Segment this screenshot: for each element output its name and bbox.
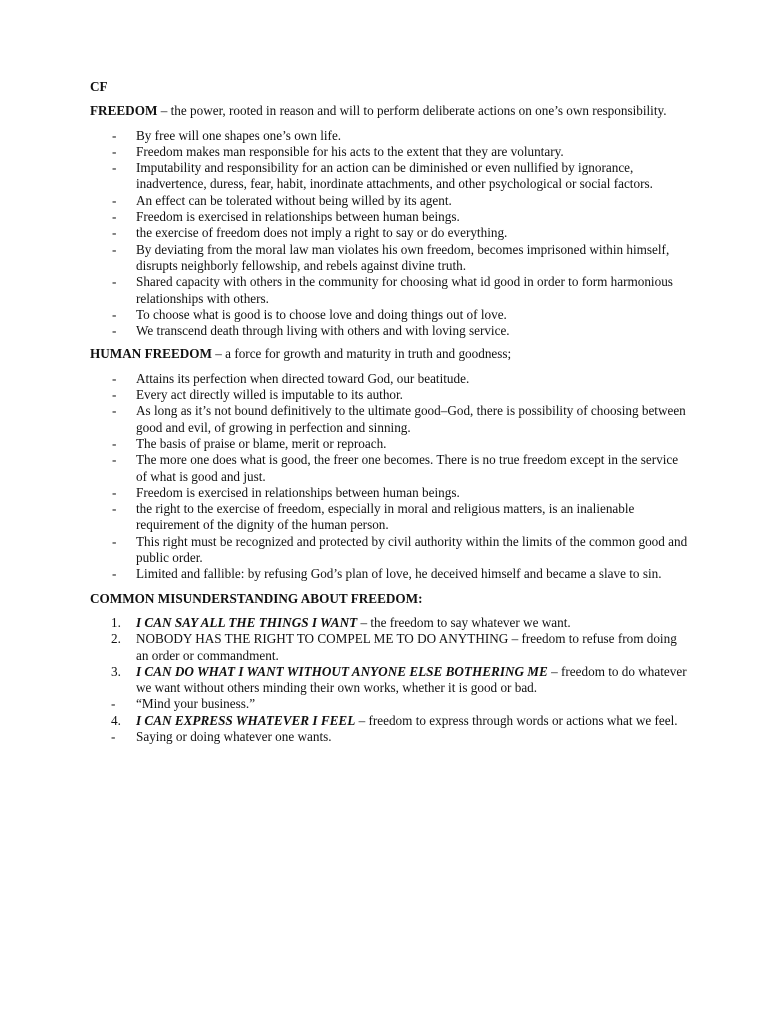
document-body: [90, 79, 690, 745]
list-item: [90, 371, 690, 387]
misunderstanding-item: [90, 713, 690, 729]
list-item-text: By deviating from the moral law man violates his own freedom, becomes imprisoned within himself, disrupts neighborly fellowship, and rebels against divine truth.: [136, 241, 670, 273]
dash-bullet: -: [112, 501, 117, 517]
dash-bullet: -: [112, 323, 117, 339]
dash-bullet: -: [112, 484, 117, 500]
list-item: [90, 485, 690, 501]
list-item-text: As long as it’s not bound definitively to the ultimate good–God, there is possibility of choosing between good and evil, of growing in perfection and sinning.: [136, 403, 686, 435]
dash-bullet: -: [112, 274, 117, 290]
list-item: [90, 452, 690, 485]
list-marker: 1.: [111, 614, 121, 630]
misunderstanding-item: [90, 615, 690, 631]
list-item-text: Every act directly willed is imputable to its author.: [136, 387, 403, 403]
freedom-definition: [90, 103, 690, 119]
misunderstanding-phrase: I CAN DO WHAT I WANT WITHOUT ANYONE ELSE BOTHERING ME: [136, 663, 548, 679]
misunderstanding-list: [90, 615, 690, 745]
human-freedom-term: HUMAN FREEDOM: [90, 346, 212, 362]
dash-bullet: -: [112, 306, 117, 322]
list-item-text: the right to the exercise of freedom, especially in moral and religious matters, is an inalienable requirement of the dignity of the human person.: [136, 501, 635, 533]
human-freedom-definition-text: – a force for growth and maturity in truth and goodness;: [211, 346, 512, 362]
list-item: [90, 566, 690, 582]
list-item: [90, 128, 690, 144]
misunderstanding-explanation: – freedom to do whatever we want without others minding their own works, whether it is good or bad.: [136, 663, 687, 696]
dash-bullet: -: [112, 241, 117, 257]
list-item-text: Freedom makes man responsible for his acts to the extent that they are voluntary.: [136, 143, 564, 159]
list-item: [90, 193, 690, 209]
list-item: [90, 307, 690, 323]
misunderstanding-phrase: I CAN SAY ALL THE THINGS I WANT: [136, 614, 358, 630]
misunderstanding-explanation: – freedom to express through words or actions what we feel.: [355, 712, 678, 728]
list-item: [90, 534, 690, 567]
human-freedom-definition: [90, 346, 690, 362]
dash-bullet: -: [112, 192, 117, 208]
misunderstanding-explanation: – freedom to refuse from doing an order or commandment.: [136, 631, 677, 663]
list-item: [90, 209, 690, 225]
doc-label: CF: [90, 79, 108, 94]
list-item-text: the exercise of freedom does not imply a right to say or do everything.: [136, 225, 508, 241]
list-item: [90, 387, 690, 403]
list-marker: -: [111, 728, 116, 744]
human-freedom-points-list: [90, 371, 690, 583]
freedom-term: FREEDOM: [90, 103, 158, 119]
misunderstanding-explanation: Saying or doing whatever one wants.: [136, 728, 332, 744]
dash-bullet: -: [112, 387, 117, 403]
dash-bullet: -: [112, 533, 117, 549]
list-item: [90, 501, 690, 534]
list-item: [90, 403, 690, 436]
dash-bullet: -: [112, 435, 117, 451]
list-item-text: The basis of praise or blame, merit or reproach.: [136, 435, 387, 451]
dash-bullet: -: [112, 566, 117, 582]
misunderstanding-phrase: I CAN EXPRESS WHATEVER I FEEL: [136, 712, 356, 728]
freedom-points-list: [90, 128, 690, 340]
misunderstanding-item: [90, 696, 690, 712]
list-marker: -: [111, 696, 116, 712]
list-item-text: Limited and fallible: by refusing God’s plan of love, he deceived himself and became a slave to sin.: [136, 566, 662, 582]
list-item-text: Imputability and responsibility for an action can be diminished or even nullified by ignorance, inadvertence, duress, fear, habit, inordinate attachments, and other psychological or social factors.: [136, 160, 653, 192]
list-item-text: Freedom is exercised in relationships between human beings.: [136, 209, 460, 225]
misunderstanding-explanation: – the freedom to say whatever we want.: [357, 614, 571, 630]
misunderstanding-heading: COMMON MISUNDERSTANDING ABOUT FREEDOM:: [90, 590, 423, 606]
misunderstanding-explanation: “Mind your business.”: [136, 696, 256, 712]
dash-bullet: -: [112, 370, 117, 386]
list-item: [90, 160, 690, 193]
freedom-definition-text: – the power, rooted in reason and will to perform deliberate actions on one’s own responsibility.: [157, 103, 667, 119]
list-item-text: Shared capacity with others in the community for choosing what id good in order to form harmonious relationships with others.: [136, 274, 673, 306]
list-marker: 4.: [111, 712, 121, 728]
list-item-text: To choose what is good is to choose love and doing things out of love.: [136, 306, 507, 322]
list-item: [90, 144, 690, 160]
list-item-text: An effect can be tolerated without being willed by its agent.: [136, 192, 452, 208]
list-item-text: By free will one shapes one’s own life.: [136, 127, 342, 143]
list-item: [90, 242, 690, 275]
list-item-text: This right must be recognized and protected by civil authority within the limits of the common good and public order.: [136, 533, 688, 566]
list-marker: 3.: [111, 663, 121, 679]
dash-bullet: -: [112, 127, 117, 143]
dash-bullet: -: [112, 403, 117, 419]
list-item-text: Freedom is exercised in relationships between human beings.: [136, 484, 460, 500]
list-item: [90, 225, 690, 241]
dash-bullet: -: [112, 452, 117, 468]
misunderstanding-item: [90, 729, 690, 745]
list-item-text: Attains its perfection when directed toward God, our beatitude.: [136, 370, 470, 386]
list-item: [90, 274, 690, 307]
dash-bullet: -: [112, 225, 117, 241]
list-item-text: The more one does what is good, the freer one becomes. There is no true freedom except in the service of what is good and just.: [136, 452, 679, 484]
list-item: [90, 323, 690, 339]
dash-bullet: -: [112, 160, 117, 176]
misunderstanding-item: [90, 664, 690, 697]
dash-bullet: -: [112, 209, 117, 225]
misunderstanding-item: [90, 631, 690, 664]
misunderstanding-phrase: NOBODY HAS THE RIGHT TO COMPEL ME TO DO ANYTHING: [136, 631, 509, 647]
list-marker: 2.: [111, 631, 121, 647]
list-item: [90, 436, 690, 452]
dash-bullet: -: [112, 143, 117, 159]
list-item-text: We transcend death through living with others and with loving service.: [136, 323, 510, 339]
